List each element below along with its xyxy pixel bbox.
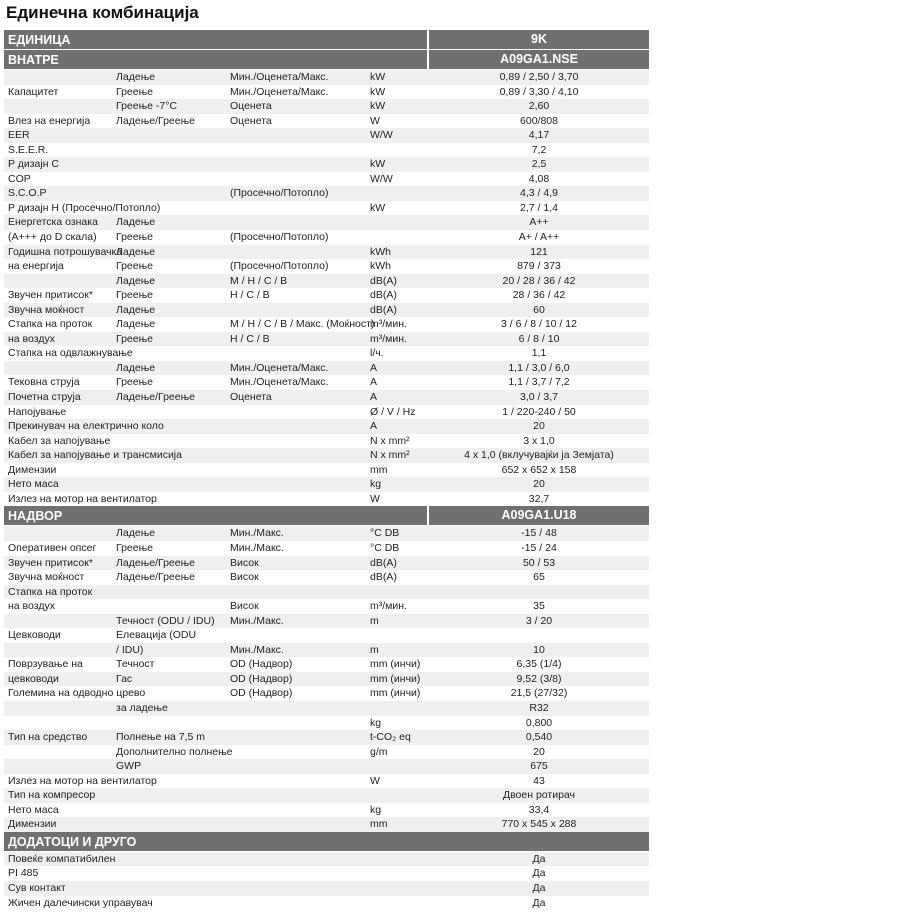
cell-c2: М / Н / С / В <box>230 274 288 287</box>
cell-c3: °C DB <box>370 527 400 540</box>
cell-c4: 675 <box>530 760 548 773</box>
cell-c3: kW <box>370 71 386 83</box>
cell-c1: Ладење/Греење <box>116 391 195 404</box>
cell-c0: Нето маса <box>8 478 59 491</box>
cell-c3: kW <box>370 100 386 113</box>
cell-c4: Двоен ротирач <box>502 789 575 802</box>
table-row <box>4 303 649 318</box>
cell-c2: Н / С / В <box>230 289 270 302</box>
unit-label: ЕДИНИЦА <box>8 33 71 47</box>
table-row <box>4 288 649 303</box>
table-row <box>4 317 649 332</box>
cell-c3: m <box>370 614 379 627</box>
cell-c1: Ладење <box>116 527 156 540</box>
cell-c3: kg <box>370 478 382 491</box>
cell-c2: (Просечно/Потопло) <box>230 231 329 244</box>
table-row <box>4 657 649 672</box>
indoor-header-row <box>4 50 649 70</box>
cell-c0: Тековна струја <box>8 376 80 389</box>
table-row <box>4 390 649 405</box>
cell-c4: 0,89 / 2,50 / 3,70 <box>499 71 579 83</box>
table-row <box>4 745 649 760</box>
cell-c4: 4,3 / 4,9 <box>520 187 558 200</box>
cell-c3: kWh <box>370 245 391 258</box>
cell-c0: Тип на средство <box>8 731 88 744</box>
cell-c1: Ладење/Греење <box>116 571 195 584</box>
page-title: Единечна комбинација <box>6 3 199 22</box>
cell-c2: (Просечно/Потопло) <box>230 260 329 273</box>
cell-c4: 4 x 1,0 (вклучувајќи ја Земјата) <box>464 449 614 462</box>
cell-c2: Висок <box>230 600 259 613</box>
cell-c0: Кабел за напојување <box>8 434 111 447</box>
cell-c3: A <box>370 361 378 374</box>
table-row <box>4 556 649 571</box>
cell-c2: Мин./Макс. <box>230 541 284 554</box>
table-row <box>4 774 649 789</box>
table-row <box>4 526 649 541</box>
table-row <box>4 541 649 556</box>
cell-c0: Стапка на проток <box>8 318 93 331</box>
cell-c1: Греење <box>116 541 153 554</box>
cell-c4: 3 x 1,0 <box>523 434 555 447</box>
cell-c1: Ладење <box>116 216 156 229</box>
table-row <box>4 346 649 361</box>
table-row <box>4 701 649 716</box>
extras-header-row <box>4 832 649 852</box>
table-row <box>4 643 649 658</box>
indoor-model: A09GA1.NSE <box>427 50 649 69</box>
cell-c0: Големина на одводно црево <box>8 687 146 700</box>
cell-c4: 3 / 20 <box>525 614 553 627</box>
cell-c3: N x mm² <box>370 449 410 462</box>
outdoor-label: НАДВОР <box>8 509 63 524</box>
cell-c0: Димензии <box>8 818 57 831</box>
cell-c4: Да <box>532 867 546 880</box>
table-row <box>4 274 649 289</box>
cell-c3: t-CO₂ eq <box>370 731 411 744</box>
cell-c1: Греење <box>116 85 153 98</box>
cell-c4: 3 / 6 / 8 / 10 / 12 <box>501 318 577 331</box>
table-row <box>4 172 649 187</box>
cell-c0: Тип на компресор <box>8 789 96 802</box>
cell-c4: 10 <box>533 643 545 656</box>
cell-c3: kW <box>370 158 386 171</box>
cell-c4: 6 / 8 / 10 <box>518 332 560 345</box>
cell-c0: Капацитет <box>8 85 59 98</box>
cell-c3: dB(A) <box>370 303 397 316</box>
outdoor-rows <box>4 526 649 831</box>
cell-c4: 121 <box>530 245 548 258</box>
table-row <box>4 201 649 216</box>
table-row <box>4 614 649 629</box>
cell-c3: mm (инчи) <box>370 658 421 671</box>
cell-c3: kW <box>370 201 386 214</box>
cell-c1: Греење <box>116 289 153 302</box>
cell-c0: Стапка на одвлажнување <box>8 347 133 360</box>
unit-header-row <box>4 30 649 50</box>
cell-c1: Ладење <box>116 318 156 331</box>
cell-c1: Греење <box>116 260 153 273</box>
cell-c1: Ладење <box>116 274 156 287</box>
cell-c0: Кабел за напојување и трансмисија <box>8 449 182 462</box>
cell-c4: 7,2 <box>531 143 547 156</box>
cell-c1: Ладење <box>116 361 156 374</box>
cell-c0: Звучна моќност <box>8 571 85 584</box>
table-row <box>4 803 649 818</box>
table-row <box>4 716 649 731</box>
cell-c4: 33,4 <box>528 803 550 816</box>
cell-c4: 32,7 <box>528 492 550 505</box>
cell-c0: S.E.E.R. <box>8 143 49 156</box>
cell-c1: Елевација (ODU <box>116 629 197 642</box>
cell-c4: 1 / 220-240 / 50 <box>502 405 576 418</box>
cell-c3: W/W <box>370 129 393 142</box>
table-row <box>4 361 649 376</box>
cell-c0: EER <box>8 129 30 142</box>
cell-c4: 652 x 652 x 158 <box>501 463 577 476</box>
cell-c4: 1,1 <box>531 347 547 360</box>
table-row <box>4 730 649 745</box>
cell-c4: 9,52 (3/8) <box>516 672 562 685</box>
cell-c0: на енергија <box>8 260 64 273</box>
cell-c3: kg <box>370 716 382 729</box>
table-row <box>4 259 649 274</box>
cell-c2: Оценета <box>230 100 272 113</box>
cell-c3: W/W <box>370 172 393 185</box>
table-row <box>4 672 649 687</box>
cell-c0: Жичен далечински управувач <box>8 896 153 909</box>
cell-c0: на воздух <box>8 600 55 613</box>
cell-c2: Оценета <box>230 114 272 127</box>
cell-c3: kW <box>370 85 386 98</box>
cell-c3: m³/мин. <box>370 332 407 345</box>
cell-c2: (Просечно/Потопло) <box>230 187 329 200</box>
cell-c3: N x mm² <box>370 434 410 447</box>
table-row <box>4 186 649 201</box>
cell-c1: Течност (ODU / IDU) <box>116 614 215 627</box>
cell-c0: Оперативен опсег <box>8 541 97 554</box>
table-row <box>4 448 649 463</box>
cell-c0: на воздух <box>8 332 55 345</box>
table-row <box>4 570 649 585</box>
cell-c0: Поврзување на <box>8 658 83 671</box>
cell-c1: Гас <box>116 672 133 685</box>
cell-c4: 0,89 / 3,30 / 4,10 <box>499 85 579 98</box>
cell-c0: Прекинувач на електрично коло <box>8 420 164 433</box>
cell-c1: Ладење <box>116 71 156 83</box>
cell-c0: Годишна потрошувачка <box>8 245 123 258</box>
cell-c4: 0,540 <box>525 731 553 744</box>
table-row <box>4 817 649 832</box>
cell-c4: 4,17 <box>528 129 550 142</box>
table-row <box>4 332 649 347</box>
cell-c4: 65 <box>533 571 545 584</box>
table-row <box>4 419 649 434</box>
table-row <box>4 375 649 390</box>
cell-c4: 50 / 53 <box>522 556 556 569</box>
cell-c3: Ø / V / Hz <box>370 405 416 418</box>
cell-c3: m³/мин. <box>370 600 407 613</box>
spec-table <box>4 30 649 910</box>
table-row <box>4 492 649 507</box>
cell-c0: P дизајн H (Просечно/Потопло) <box>8 201 161 214</box>
cell-c0: Нето маса <box>8 803 59 816</box>
cell-c0: Влез на енергија <box>8 114 91 127</box>
table-row <box>4 99 649 114</box>
cell-c4: 770 x 545 x 288 <box>501 818 577 831</box>
table-row <box>4 85 649 100</box>
cell-c1: / IDU) <box>116 643 144 656</box>
table-row <box>4 585 649 600</box>
cell-c2: OD (Надвор) <box>230 687 293 700</box>
cell-c4: -15 / 24 <box>521 541 557 554</box>
cell-c0: Излез на мотор на вентилатор <box>8 774 157 787</box>
cell-c3: A <box>370 420 378 433</box>
cell-c1: Ладење <box>116 245 156 258</box>
cell-c4: 879 / 373 <box>517 260 561 273</box>
cell-c3: W <box>370 114 380 127</box>
cell-c4: 20 <box>533 745 545 758</box>
cell-c1: Ладење <box>116 303 156 316</box>
cell-c2: Оценета <box>230 391 272 404</box>
cell-c0: S.C.O.P <box>8 187 47 200</box>
cell-c4: 43 <box>533 774 545 787</box>
indoor-label: ВНАТРЕ <box>8 53 59 67</box>
cell-c0: Цевководи <box>8 629 61 642</box>
cell-c4: Да <box>532 852 546 865</box>
cell-c3: kg <box>370 803 382 816</box>
cell-c0: (A+++ до D скала) <box>8 231 97 244</box>
cell-c3: l/ч. <box>370 347 384 360</box>
cell-c4: 21,5 (27/32) <box>510 687 568 700</box>
cell-c4: 0,800 <box>525 716 553 729</box>
cell-c0: Енергетска ознака <box>8 216 98 229</box>
table-row <box>4 866 649 881</box>
indoor-rows <box>4 70 649 506</box>
cell-c4: 1,1 / 3,0 / 6,0 <box>508 361 570 374</box>
cell-c4: 4,08 <box>528 172 550 185</box>
cell-c0: Стапка на проток <box>8 585 93 598</box>
cell-c3: m <box>370 643 379 656</box>
cell-c1: Греење <box>116 332 153 345</box>
table-row <box>4 434 649 449</box>
cell-c2: OD (Надвор) <box>230 672 293 685</box>
cell-c3: A <box>370 391 378 404</box>
cell-c0: Напојување <box>8 405 67 418</box>
cell-c3: mm <box>370 463 388 476</box>
table-row <box>4 852 649 867</box>
cell-c3: dB(A) <box>370 556 397 569</box>
table-row <box>4 143 649 158</box>
cell-c1: Греење <box>116 376 153 389</box>
table-row <box>4 114 649 129</box>
cell-c4: 20 <box>533 420 545 433</box>
table-row <box>4 463 649 478</box>
cell-c4: 60 <box>533 303 545 316</box>
cell-c3: dB(A) <box>370 571 397 584</box>
cell-c2: OD (Надвор) <box>230 658 293 671</box>
cell-c0: Почетна струја <box>8 391 81 404</box>
cell-c4: 2,60 <box>528 100 550 113</box>
cell-c1: Дополнително полнење <box>116 745 233 758</box>
cell-c4: R32 <box>529 701 549 714</box>
cell-c2: Мин./Оценета/Макс. <box>230 361 329 374</box>
cell-c1: за ладење <box>116 701 168 714</box>
cell-c0: COP <box>8 172 31 185</box>
extras-rows <box>4 852 649 910</box>
table-row <box>4 215 649 230</box>
cell-c0: Сув контакт <box>8 881 66 894</box>
outdoor-model: A09GA1.U18 <box>427 506 649 525</box>
cell-c3: kWh <box>370 260 391 273</box>
table-row <box>4 70 649 85</box>
cell-c0: P дизајн C <box>8 158 60 171</box>
cell-c2: Мин./Макс. <box>230 643 284 656</box>
cell-c2: Мин./Оценета/Макс. <box>230 376 329 389</box>
table-row <box>4 230 649 245</box>
cell-c4: A+ / A++ <box>518 231 560 244</box>
cell-c4: 3,0 / 3,7 <box>520 391 558 404</box>
cell-c0: Димензии <box>8 463 57 476</box>
cell-c0: Звучен притисок* <box>8 556 93 569</box>
cell-c2: Мин./Макс. <box>230 614 284 627</box>
table-row <box>4 157 649 172</box>
cell-c3: W <box>370 774 380 787</box>
cell-c1: Греење -7°C <box>116 100 178 113</box>
cell-c4: Да <box>532 896 546 909</box>
cell-c1: Полнење на 7,5 m <box>116 731 206 744</box>
cell-c4: A++ <box>529 216 549 229</box>
cell-c3: mm <box>370 818 388 831</box>
table-row <box>4 245 649 260</box>
cell-c3: g/m <box>370 745 388 758</box>
unit-value: 9K <box>427 30 649 49</box>
cell-c0: PI 485 <box>8 867 39 880</box>
table-row <box>4 881 649 896</box>
cell-c0: Излез на мотор на вентилатор <box>8 492 157 505</box>
cell-c4: 2,7 / 1,4 <box>520 201 558 214</box>
cell-c2: Мин./Оценета/Макс. <box>230 85 329 98</box>
cell-c1: Греење <box>116 231 153 244</box>
cell-c1: GWP <box>116 760 142 773</box>
cell-c0: цевководи <box>8 672 59 685</box>
cell-c3: dB(A) <box>370 274 397 287</box>
table-row <box>4 788 649 803</box>
cell-c3: W <box>370 492 380 505</box>
cell-c1: Ладење/Греење <box>116 114 195 127</box>
outdoor-header-row <box>4 506 649 526</box>
cell-c2: Мин./Оценета/Макс. <box>230 71 329 83</box>
table-row <box>4 405 649 420</box>
cell-c4: 20 / 28 / 36 / 42 <box>502 274 576 287</box>
cell-c4: 6,35 (1/4) <box>516 658 562 671</box>
cell-c4: 20 <box>533 478 545 491</box>
table-row <box>4 128 649 143</box>
cell-c3: °C DB <box>370 541 400 554</box>
cell-c4: -15 / 48 <box>521 527 557 540</box>
cell-c1: Течност <box>116 658 155 671</box>
cell-c4: 35 <box>533 600 545 613</box>
cell-c3: mm (инчи) <box>370 687 421 700</box>
cell-c3: mm (инчи) <box>370 672 421 685</box>
cell-c2: Мин./Макс. <box>230 527 284 540</box>
cell-c4: 1,1 / 3,7 / 7,2 <box>508 376 570 389</box>
table-row <box>4 759 649 774</box>
table-row <box>4 628 649 643</box>
cell-c4: Да <box>532 881 546 894</box>
cell-c4: 28 / 36 / 42 <box>512 289 566 302</box>
extras-label: ДОДАТОЦИ И ДРУГО <box>8 834 137 849</box>
cell-c3: dB(A) <box>370 289 397 302</box>
cell-c4: 2,5 <box>531 158 547 171</box>
cell-c3: m³/мин. <box>370 318 407 331</box>
cell-c3: A <box>370 376 378 389</box>
cell-c2: Н / С / В <box>230 332 270 345</box>
table-row <box>4 896 649 911</box>
cell-c0: Звучен притисок* <box>8 289 93 302</box>
cell-c2: Висок <box>230 571 259 584</box>
cell-c2: Висок <box>230 556 259 569</box>
table-row <box>4 477 649 492</box>
table-row <box>4 686 649 701</box>
table-row <box>4 599 649 614</box>
cell-c1: Ладење/Греење <box>116 556 195 569</box>
cell-c4: 600/808 <box>520 114 558 127</box>
cell-c0: Звучна моќност <box>8 303 85 316</box>
cell-c0: Повеќе компатибилен <box>8 852 116 865</box>
cell-c2: М / Н / С / В / Макс. (Моќност) <box>230 318 375 331</box>
